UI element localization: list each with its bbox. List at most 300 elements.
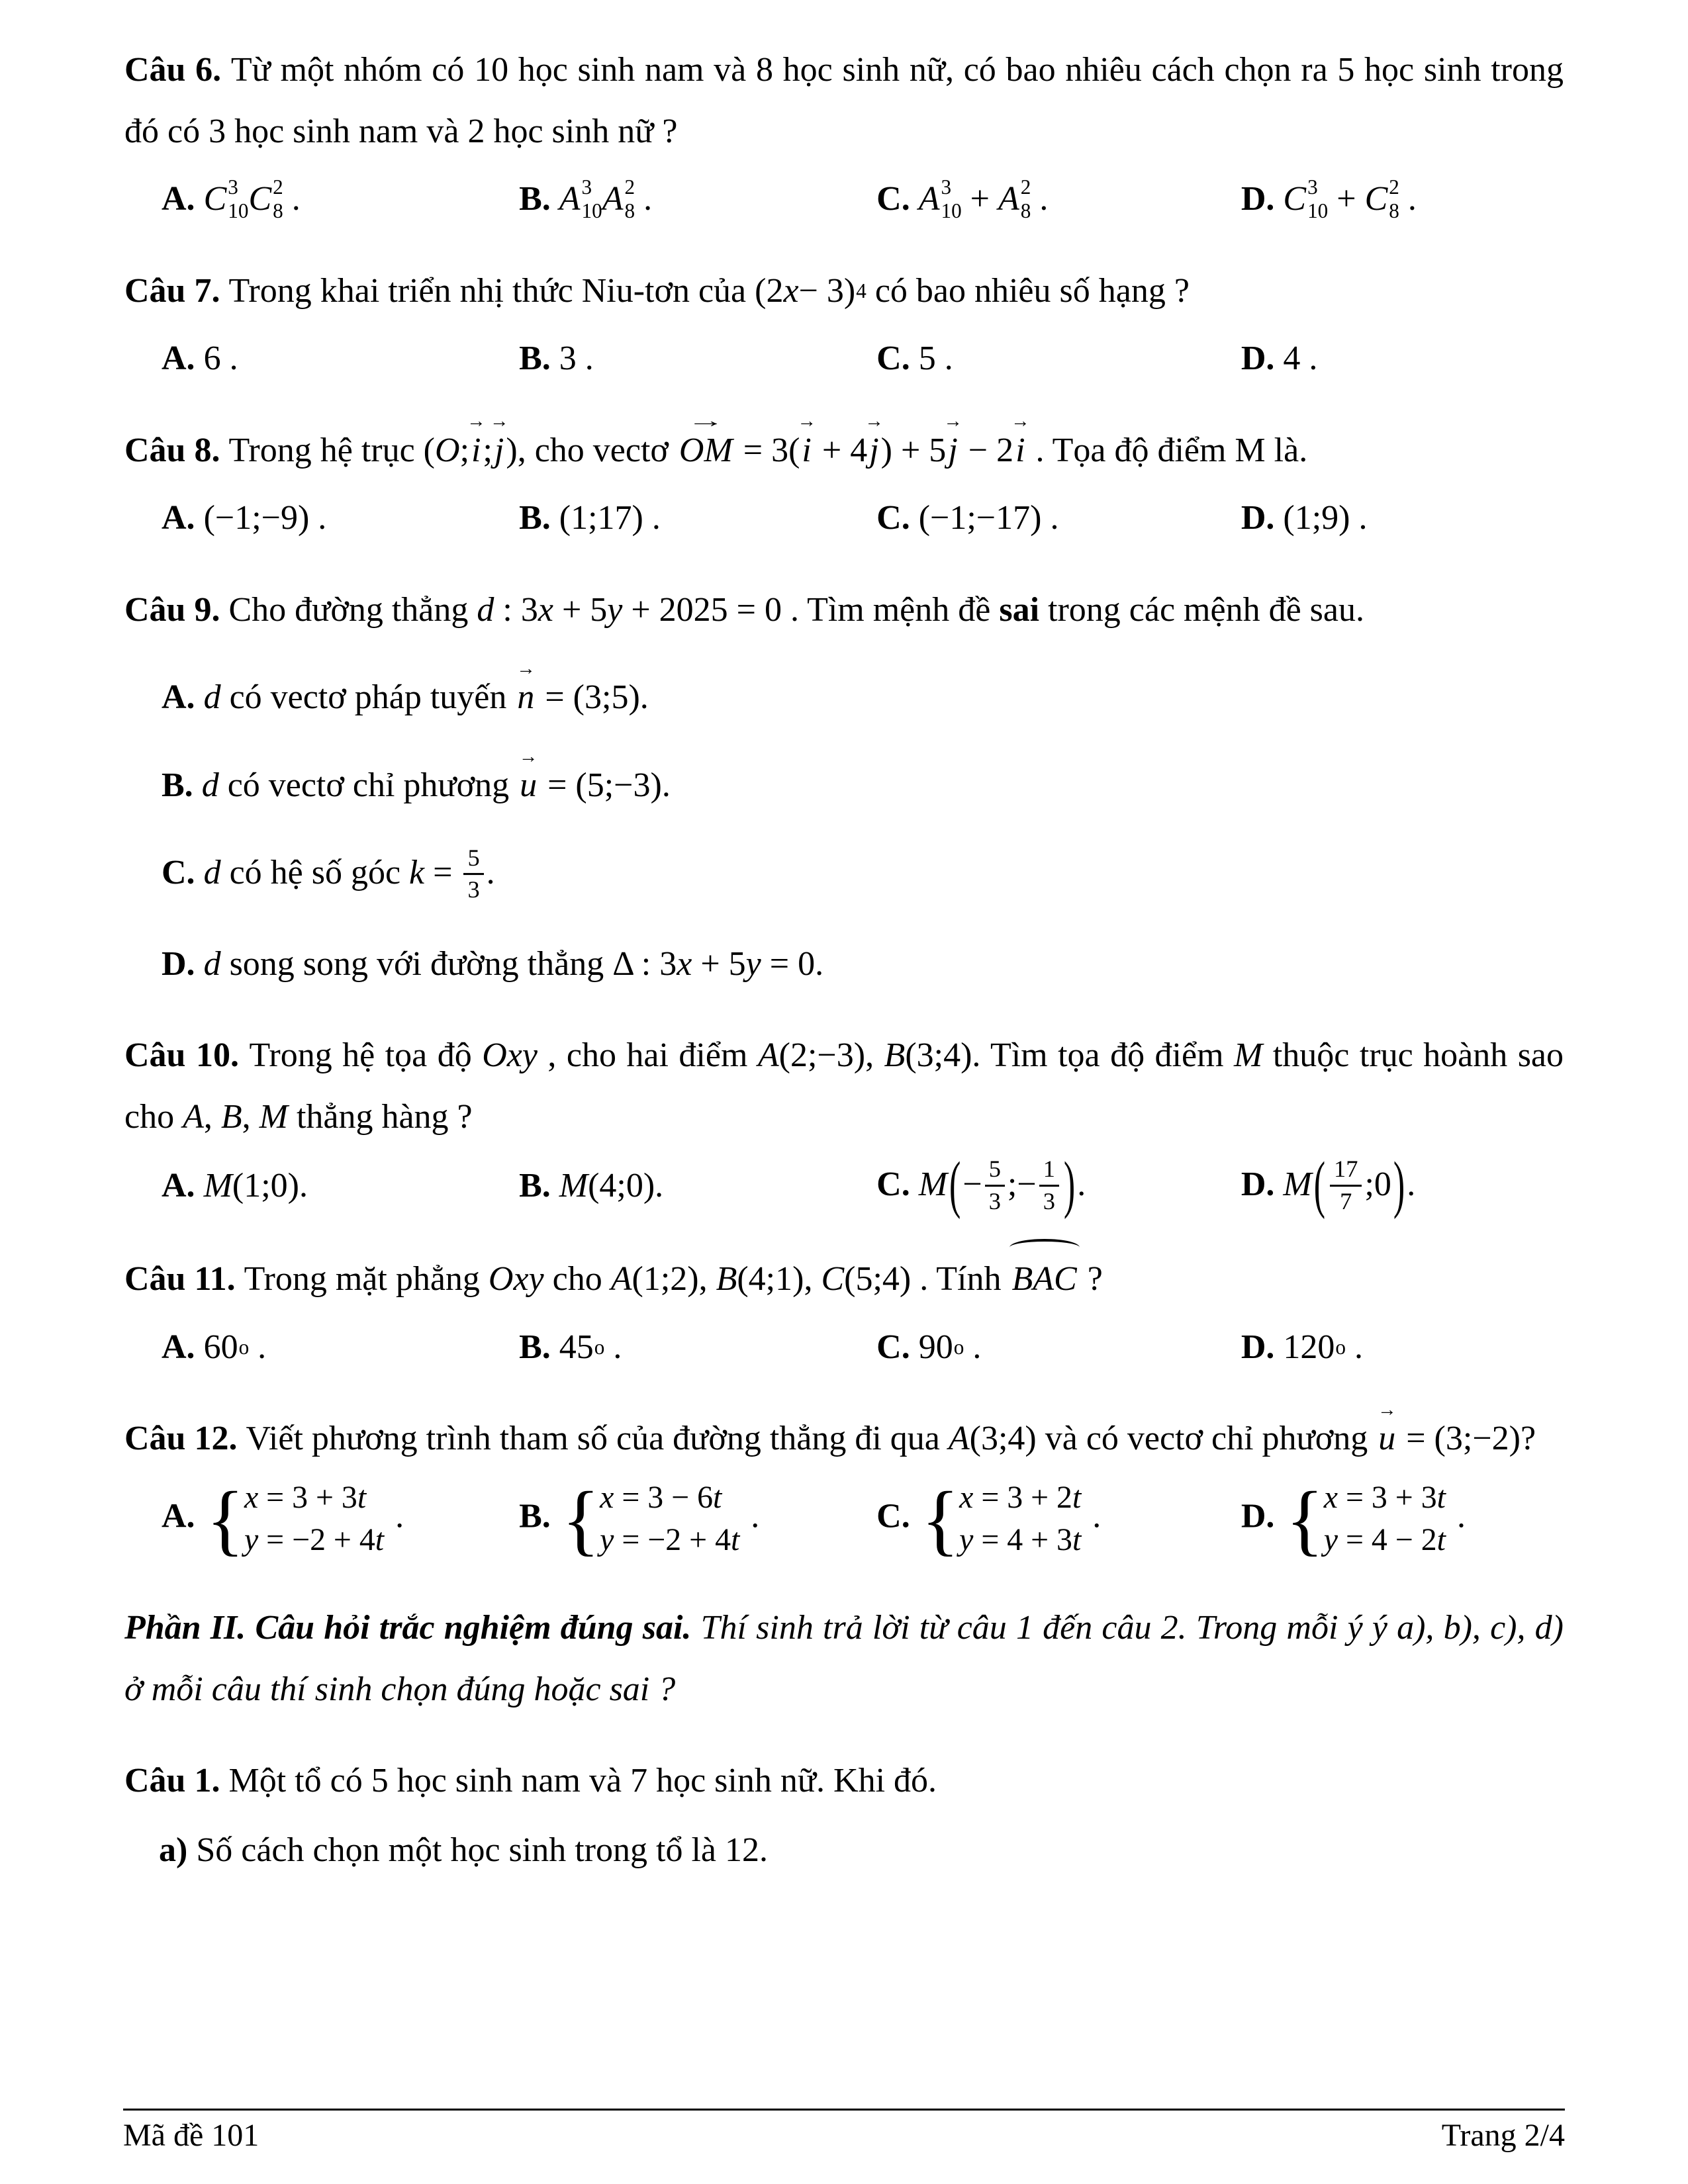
question-label: Câu 6.	[124, 51, 231, 89]
math-variable: x	[783, 271, 799, 310]
math-variable: y	[1323, 1522, 1338, 1558]
question-label: Câu 1.	[124, 1762, 229, 1800]
option-item: A. 6 .	[162, 340, 238, 378]
option-letter: C.	[876, 499, 919, 537]
script-base: A	[918, 180, 940, 218]
math-inline	[919, 1328, 964, 1366]
option-letter: B.	[162, 766, 202, 804]
bold-italic-text: Phần II. Câu hỏi trắc nghiệm đúng sai.	[124, 1609, 692, 1647]
option-item: B. 45 o .	[519, 1317, 876, 1379]
exam-code: Mã đề 101	[123, 2118, 259, 2153]
math-text: (5;4)	[844, 1260, 912, 1298]
math-script	[919, 1317, 964, 1379]
option-letter: C.	[162, 854, 204, 892]
math-text: +	[961, 180, 998, 218]
option-letter: A.	[162, 180, 204, 218]
math-variable: C	[821, 1260, 845, 1298]
math-script	[998, 169, 1031, 230]
system-row	[1324, 1477, 1446, 1520]
script-base: A	[559, 180, 581, 218]
options-row	[124, 1317, 1564, 1379]
math-variable: d	[203, 854, 221, 892]
option-letter: B.	[519, 1497, 559, 1535]
option-item: B. 3 .	[519, 340, 594, 378]
option-item: B. (1;17) .	[519, 499, 661, 537]
math-text: (	[423, 431, 435, 469]
option-letter: D.	[1241, 1497, 1284, 1535]
math-text: )	[506, 431, 518, 469]
math-text: = (3;5).	[536, 678, 649, 717]
option-item: A. { x = 3 + 3t y = −2 + 4t .	[162, 1475, 404, 1563]
math-text: −	[962, 1165, 982, 1204]
math-script	[919, 169, 962, 230]
math-text: + 2025 = 0	[622, 590, 782, 629]
system-row	[600, 1477, 739, 1520]
math-inline	[918, 175, 1031, 223]
script-base: C	[248, 180, 272, 218]
math-inline	[1283, 175, 1399, 223]
option-item	[1241, 1150, 1564, 1220]
question-label: Câu 8.	[124, 431, 229, 469]
math-script	[248, 169, 283, 230]
math-text: ;−	[1007, 1165, 1037, 1204]
subscript: 8	[273, 199, 283, 223]
option-letter: B.	[519, 340, 559, 378]
vector-symbol: j →	[948, 420, 957, 482]
subscript: 10	[1307, 199, 1329, 223]
superscript: o	[594, 1336, 605, 1359]
math-script	[602, 169, 635, 230]
left-brace: {	[921, 1475, 960, 1563]
big-paren: (	[949, 1150, 961, 1220]
script-base: A	[602, 180, 624, 218]
math-text: .	[1407, 1165, 1416, 1204]
math-variable: O	[435, 431, 460, 469]
math-variable: A	[183, 1097, 204, 1136]
options-row	[124, 488, 1564, 549]
bold-text: sai	[999, 590, 1040, 629]
options-row	[124, 328, 1564, 390]
math-inline	[489, 1260, 544, 1298]
subscript: 8	[1020, 199, 1031, 223]
big-paren: )	[1063, 1150, 1076, 1220]
math-variable: x	[600, 1479, 614, 1515]
math-script	[204, 169, 249, 230]
vector-symbol: u →	[520, 755, 537, 817]
option-item: D. C 3 10 + C 2 8 .	[1241, 169, 1564, 230]
system-row	[1324, 1519, 1446, 1562]
script-base: − 3)	[798, 271, 856, 310]
options-row	[124, 169, 1564, 230]
option-item	[876, 1150, 1241, 1220]
page-footer	[123, 2109, 1565, 2154]
system-row	[959, 1519, 1081, 1562]
option-item: C. (−1;−17) .	[876, 499, 1059, 537]
math-variable: y	[607, 590, 623, 629]
option-letter: D.	[1241, 499, 1284, 537]
math-inline	[1010, 1260, 1079, 1298]
math-text: Δ : 3	[612, 944, 677, 983]
math-text: .	[486, 854, 495, 892]
math-inline	[1283, 1150, 1416, 1220]
superscript: 2	[1389, 175, 1399, 199]
fraction-numerator: 5	[463, 843, 483, 876]
option-item	[162, 1156, 519, 1217]
math-variable: x	[677, 944, 692, 983]
script-stack	[1307, 175, 1328, 223]
math-inline	[204, 854, 221, 891]
math-inline	[515, 678, 648, 716]
math-text: = 3 + 3	[258, 1479, 357, 1515]
question-label: Câu 10.	[124, 1036, 250, 1075]
math-text: = 3(	[734, 431, 800, 469]
script-base: 90	[918, 1328, 953, 1366]
math-variable: x	[244, 1479, 259, 1515]
question-block	[124, 261, 1564, 390]
math-variable: x	[1323, 1479, 1338, 1515]
math-variable: A	[610, 1260, 632, 1298]
math-variable: t	[375, 1522, 385, 1558]
question-block	[124, 420, 1564, 549]
math-script	[799, 261, 867, 322]
option-item: D. 4 .	[1241, 340, 1318, 378]
option-item: B. A 3 10 A 2 8 .	[519, 169, 876, 230]
math-text: (2;−3),	[778, 1036, 884, 1075]
math-text: = 4 + 3	[973, 1522, 1072, 1558]
script-base: 45	[559, 1328, 594, 1366]
math-inline	[611, 1260, 912, 1298]
question-block	[124, 1751, 1564, 1881]
math-variable: y	[745, 944, 761, 983]
option-item: C. A 3 10 + A 2 8 .	[876, 169, 1241, 230]
option-letter: D.	[1241, 1165, 1284, 1204]
option-letter: D.	[1241, 1328, 1284, 1366]
fraction	[1330, 1154, 1362, 1216]
math-variable: y	[244, 1522, 259, 1558]
option-letter: B.	[519, 499, 559, 537]
subscript: 8	[624, 199, 635, 223]
option-item: D. (1;9) .	[1241, 499, 1368, 537]
math-text: =	[424, 854, 461, 892]
math-text: .	[1077, 1165, 1086, 1204]
math-inline	[1376, 1420, 1521, 1457]
math-inline	[559, 1328, 605, 1366]
math-inline	[204, 1167, 308, 1205]
option-item: A. d có vectơ pháp tuyến n → = (3;5).	[124, 667, 1564, 729]
math-script	[559, 169, 602, 230]
big-paren: (	[1313, 1150, 1326, 1220]
left-brace: {	[561, 1475, 600, 1563]
system-rows	[959, 1477, 1081, 1562]
superscript: 3	[581, 175, 592, 199]
option-item: A. 60 o .	[162, 1317, 519, 1379]
options-row	[124, 1477, 1564, 1562]
math-text: = 3 − 6	[614, 1479, 714, 1515]
math-variable: t	[1072, 1522, 1082, 1558]
superscript: 4	[856, 279, 867, 303]
superscript: 2	[1020, 175, 1031, 199]
subscript: 8	[1389, 199, 1399, 223]
vector-symbol: i →	[471, 420, 481, 482]
math-text: (1;2),	[632, 1260, 716, 1298]
equation-system	[921, 1477, 1082, 1562]
math-inline	[202, 766, 219, 804]
angle-arc-symbol: BAC	[1012, 1249, 1077, 1310]
option-letter: D.	[1241, 180, 1284, 218]
question-body: Câu 12. Viết phương trình tham số của đường thẳng đi qua A(3;4) và có vectơ chỉ phương u → = (3;−2)?	[124, 1408, 1564, 1470]
vector-symbol: OM →	[679, 420, 733, 482]
math-variable: t	[730, 1522, 740, 1558]
option-letter: C.	[876, 1328, 919, 1366]
math-variable: M	[259, 1097, 288, 1136]
page-number: Trang 2/4	[1441, 2118, 1565, 2153]
system-row	[244, 1477, 384, 1520]
math-inline	[1283, 1328, 1346, 1366]
option-item: D. d song song với đường thẳng Δ : 3x + 5y = 0.	[162, 944, 824, 983]
script-stack	[273, 175, 283, 223]
equation-system	[207, 1477, 385, 1562]
math-script	[1365, 169, 1399, 230]
math-inline	[949, 1420, 1037, 1457]
italic-text: Thí sinh trả lời từ câu 1 đến câu 2. Trong mỗi ý ý a), b), c), d) ở mỗi câu thí sinh chọn đúng hoặc sai ?	[124, 1609, 1564, 1708]
option-letter: A.	[162, 1497, 204, 1535]
math-variable: t	[1436, 1522, 1446, 1558]
option-letter: C.	[876, 340, 919, 378]
question-label: Câu 12.	[124, 1420, 246, 1458]
math-inline	[204, 945, 221, 983]
script-stack	[1021, 175, 1031, 223]
math-text: = −2 + 4	[258, 1522, 375, 1558]
math-variable: M	[1234, 1036, 1263, 1075]
math-variable: M	[918, 1165, 948, 1204]
math-text: (4;0).	[588, 1167, 664, 1205]
option-item: B. d có vectơ chỉ phương u → = (5;−3).	[124, 755, 1564, 817]
math-variable: M	[1283, 1165, 1312, 1204]
script-base: C	[1364, 180, 1388, 218]
system-row	[959, 1477, 1081, 1520]
system-rows	[244, 1477, 384, 1562]
option-letter: D.	[162, 944, 204, 983]
question-body: Câu 6. Từ một nhóm có 10 học sinh nam và 8 học sinh nữ, có bao nhiêu cách chọn ra 5 học sinh trong đó có 3 học sinh nam và 2 học sinh nữ ?	[124, 51, 1564, 150]
equation-system	[1286, 1477, 1446, 1562]
math-variable: d	[477, 590, 494, 629]
script-base: C	[203, 180, 227, 218]
math-variable: A	[948, 1420, 970, 1458]
equation-system	[562, 1477, 740, 1562]
system-rows	[600, 1477, 739, 1562]
math-script	[1283, 1317, 1346, 1379]
option-letter: C.	[876, 1165, 919, 1204]
math-inline	[1234, 1036, 1262, 1074]
math-text: + 4	[813, 431, 868, 469]
math-text: : 3	[494, 590, 538, 629]
fraction	[985, 1154, 1005, 1216]
option-letter: A.	[162, 499, 204, 537]
option-item: C. 90 o .	[876, 1317, 1241, 1379]
option-item: C. d có hệ số góc k = $\frac{5}{3}$ .	[124, 842, 1564, 907]
superscript: o	[238, 1336, 250, 1359]
script-base: 120	[1283, 1328, 1335, 1366]
subscript: 10	[228, 199, 249, 223]
math-script	[559, 1317, 605, 1379]
math-variable: d	[203, 944, 221, 983]
fraction-denominator: 7	[1340, 1187, 1352, 1214]
math-inline	[204, 678, 221, 716]
script-base: A	[998, 180, 1019, 218]
option-item: A. C 3 10 C 2 8 .	[162, 169, 519, 230]
big-paren: )	[1393, 1150, 1405, 1220]
math-text: ;	[459, 431, 470, 469]
question-body: Câu 8. Trong hệ trục (O;i →;j →), cho vectơ OM → = 3(i → + 4j →) + 5j → − 2i → . Tọa độ điểm M là.	[124, 420, 1564, 482]
math-inline	[477, 591, 782, 629]
question-label: Câu 9.	[124, 590, 229, 629]
superscript: 2	[273, 175, 283, 199]
math-text: + 5	[553, 590, 608, 629]
option-item: B. { x = 3 − 6t y = −2 + 4t .	[519, 1475, 760, 1563]
math-inline	[755, 272, 867, 310]
vector-symbol: u →	[1378, 1408, 1395, 1470]
math-text: = (5;−3).	[539, 766, 671, 804]
system-rows	[1324, 1477, 1446, 1562]
option-letter: A.	[162, 1167, 204, 1205]
math-text: ) + 5	[880, 431, 947, 469]
math-script	[204, 1317, 250, 1379]
option-letter: D.	[1241, 340, 1284, 378]
math-text: = 3 + 2	[973, 1479, 1072, 1515]
math-inline	[204, 1328, 250, 1366]
math-inline	[612, 945, 823, 983]
question-block	[124, 1025, 1564, 1218]
math-variable: t	[713, 1479, 722, 1515]
math-variable: B	[716, 1260, 737, 1298]
question-block	[124, 1408, 1564, 1562]
math-text: (1;0).	[232, 1167, 308, 1205]
fraction-numerator: 5	[985, 1154, 1005, 1187]
fraction	[463, 843, 483, 905]
math-script	[1283, 169, 1328, 230]
script-base: C	[1283, 180, 1307, 218]
question-body: Câu 9. Cho đường thẳng d : 3x + 5y + 2025 = 0 . Tìm mệnh đề sai trong các mệnh đề sau.	[124, 590, 1364, 629]
math-variable: B	[884, 1036, 906, 1075]
math-variable: y	[600, 1522, 614, 1558]
math-text: ;0	[1364, 1165, 1391, 1204]
math-variable: t	[1436, 1479, 1446, 1515]
script-stack	[941, 175, 961, 223]
script-base: 60	[203, 1328, 238, 1366]
superscript: 3	[228, 175, 238, 199]
math-variable: Oxy	[488, 1260, 544, 1298]
fraction-denominator: 3	[988, 1187, 1001, 1214]
option-item: D. { x = 3 + 3t y = 4 − 2t .	[1241, 1475, 1466, 1563]
vector-symbol: j →	[869, 420, 878, 482]
options-row	[124, 1150, 1564, 1220]
math-text: = 3 + 3	[1338, 1479, 1437, 1515]
math-text: − 2	[959, 431, 1014, 469]
math-variable: M	[559, 1167, 588, 1205]
subscript: 10	[941, 199, 962, 223]
math-variable: B	[220, 1097, 242, 1136]
math-text: (3;4)	[969, 1420, 1037, 1458]
math-variable: M	[203, 1167, 232, 1205]
option-letter: A.	[162, 678, 204, 717]
sub-item: a) Số cách chọn một học sinh trong tổ là 12.	[159, 1831, 768, 1869]
math-inline	[518, 766, 671, 804]
math-text: = 0.	[761, 944, 824, 983]
vector-symbol: n →	[517, 667, 534, 729]
option-letter: A.	[162, 1328, 204, 1366]
math-text: (4;1),	[737, 1260, 821, 1298]
superscript: 3	[1307, 175, 1318, 199]
option-letter: B.	[519, 180, 559, 218]
fraction-numerator: 1	[1039, 1154, 1059, 1187]
math-inline	[409, 844, 495, 903]
superscript: 3	[941, 175, 952, 199]
question-block	[124, 580, 1564, 995]
math-text: ;	[483, 431, 492, 469]
math-inline	[482, 1036, 538, 1074]
math-variable: d	[203, 678, 221, 717]
question-body: Câu 7. Trong khai triển nhị thức Niu-tơn của (2x − 3) 4 có bao nhiêu số hạng ?	[124, 261, 1564, 322]
question-block	[124, 40, 1564, 230]
option-item: C. 5 .	[876, 340, 953, 378]
math-variable: x	[959, 1479, 974, 1515]
math-inline	[677, 432, 1027, 469]
section-heading	[124, 1598, 1564, 1720]
option-letter: B.	[519, 1167, 559, 1205]
math-inline	[758, 1036, 981, 1074]
sub-item-label: a)	[159, 1831, 197, 1869]
option-item: C. { x = 3 + 2t y = 4 + 3t .	[876, 1475, 1102, 1563]
system-row	[244, 1519, 384, 1562]
script-stack	[1389, 175, 1399, 223]
math-inline	[918, 1150, 1086, 1220]
math-inline	[559, 1167, 663, 1205]
math-variable: d	[201, 766, 219, 804]
math-text: + 5	[692, 944, 746, 983]
fraction-numerator: 17	[1330, 1154, 1362, 1187]
option-letter: A.	[162, 340, 204, 378]
math-variable: t	[1072, 1479, 1082, 1515]
vector-symbol: i →	[802, 420, 811, 482]
system-row	[600, 1519, 739, 1562]
math-variable: A	[757, 1036, 779, 1075]
script-stack	[582, 175, 602, 223]
subscript: 10	[581, 199, 602, 223]
math-variable: y	[959, 1522, 974, 1558]
math-variable: t	[357, 1479, 367, 1515]
math-variable: Oxy	[482, 1036, 538, 1075]
math-text: (3;4).	[905, 1036, 981, 1075]
left-brace: {	[1286, 1475, 1324, 1563]
option-letter: C.	[876, 1497, 919, 1535]
option-letter: B.	[519, 1328, 559, 1366]
option-item	[519, 1156, 876, 1217]
question-label: Câu 11.	[124, 1260, 244, 1298]
fraction-denominator: 3	[1043, 1187, 1055, 1214]
math-text: +	[1328, 180, 1365, 218]
script-stack	[228, 175, 248, 223]
math-text: ,	[203, 1097, 221, 1136]
superscript: o	[953, 1336, 964, 1359]
question-body: Câu 1. Một tổ có 5 học sinh nam và 7 học sinh nữ. Khi đó.	[124, 1762, 937, 1800]
math-variable: x	[538, 590, 553, 629]
math-inline	[183, 1098, 288, 1136]
question-body: Câu 10. Trong hệ tọa độ Oxy , cho hai điểm A(2;−3), B(3;4). Tìm tọa độ điểm M thuộc trục hoành sao cho A, B, M thẳng hàng ?	[124, 1036, 1564, 1136]
question-label: Câu 7.	[124, 271, 229, 310]
math-text: = 4 − 2	[1338, 1522, 1437, 1558]
question-body: Câu 11. Trong mặt phẳng Oxy cho A(1;2), B(4;1), C(5;4) . Tính BAC ?	[124, 1249, 1564, 1310]
vector-symbol: i →	[1015, 420, 1025, 482]
